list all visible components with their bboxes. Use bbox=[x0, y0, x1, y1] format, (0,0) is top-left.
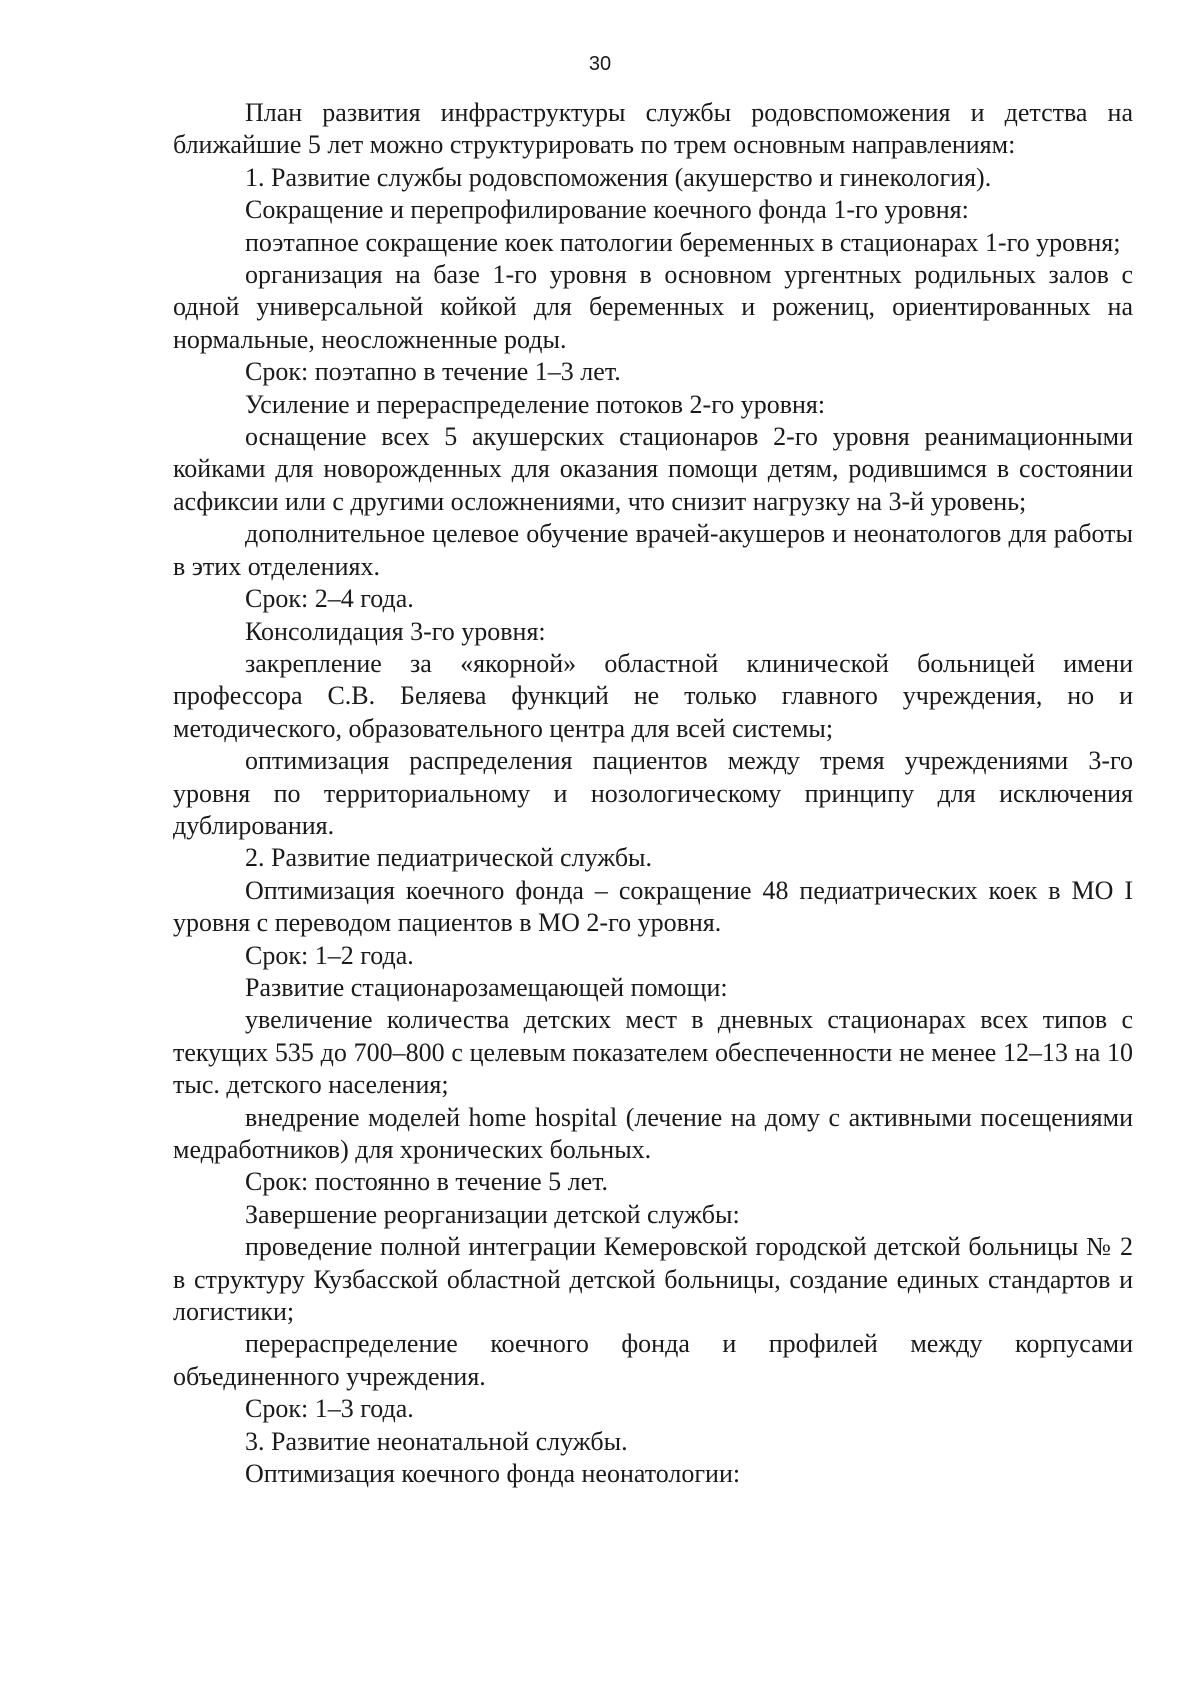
list-item: дополнительное целевое обучение врачей-акушеров и неонатологов для работы в этих отделениях. bbox=[173, 519, 1133, 581]
subsection-heading: Развитие стационарозамещающей помощи: bbox=[245, 972, 728, 1002]
list-item: поэтапное сокращение коек патологии беременных в стационарах 1-го уровня; bbox=[245, 227, 1121, 257]
section-heading: 3. Развитие неонатальной службы. bbox=[245, 1426, 628, 1456]
section-heading: 2. Развитие педиатрической службы. bbox=[245, 843, 653, 873]
section-heading: 1. Развитие службы родовспоможения (акушерство и гинекология). bbox=[245, 162, 992, 192]
subsection-heading: Консолидация 3-го уровня: bbox=[245, 616, 546, 646]
subsection-heading: Завершение реорганизации детской службы: bbox=[245, 1199, 740, 1229]
list-item: проведение полной интеграции Кемеровской городской детской больницы № 2 в структуру Кузбасской областной детской больницы, создание единых стандартов и логистики; bbox=[173, 1232, 1133, 1327]
subsection-heading: Усиление и перераспределение потоков 2-го уровня: bbox=[245, 389, 826, 419]
document-body bbox=[173, 97, 1133, 1490]
list-item: оснащение всех 5 акушерских стационаров 2-го уровня реанимационными койками для новорожденных для оказания помощи детям, родившимся в состоянии асфиксии или с другими осложнениями, что снизит нагрузку на 3-й уровень; bbox=[173, 422, 1133, 516]
deadline-line: Срок: 1–2 года. bbox=[245, 940, 414, 970]
list-item: внедрение моделей home hospital (лечение на дому с активными посещениями медработников) для хронических больных. bbox=[173, 1102, 1133, 1164]
list-item: оптимизация распределения пациентов между тремя учреждениями 3-го уровня по территориальному и нозологическому принципу для исключения дублирования. bbox=[173, 746, 1133, 840]
deadline-line: Срок: 1–3 года. bbox=[245, 1394, 414, 1424]
list-item: увеличение количества детских мест в дневных стационарах всех типов с текущих 535 до 700–800 с целевым показателем обеспеченности не менее 12–13 на 10 тыс. детского населения; bbox=[173, 1005, 1133, 1100]
list-item: перераспределение коечного фонда и профилей между корпусами объединенного учреждения. bbox=[173, 1329, 1133, 1391]
paragraph: Оптимизация коечного фонда – сокращение 48 педиатрических коек в МО I уровня с переводом пациентов в МО 2-го уровня. bbox=[173, 875, 1133, 938]
deadline-line: Срок: постоянно в течение 5 лет. bbox=[245, 1167, 609, 1197]
list-item: организация на базе 1-го уровня в основном ургентных родильных залов с одной универсальной койкой для беременных и рожениц, ориентированных на нормальные, неосложненные роды. bbox=[173, 260, 1133, 354]
subsection-heading: Оптимизация коечного фонда неонатологии: bbox=[245, 1459, 741, 1489]
deadline-line: Срок: поэтапно в течение 1–3 лет. bbox=[245, 357, 621, 387]
page-number: 30 bbox=[588, 53, 612, 75]
deadline-line: Срок: 2–4 года. bbox=[245, 584, 414, 614]
subsection-heading: Сокращение и перепрофилирование коечного фонда 1-го уровня: bbox=[245, 195, 969, 225]
paragraph: План развития инфраструктуры службы родовспоможения и детства на ближайшие 5 лет можно структурировать по трем основным направлениям: bbox=[173, 98, 1133, 160]
list-item: закрепление за «якорной» областной клинической больницей имени профессора С.В. Беляева функций не только главного учреждения, но и методического, образовательного центра для всей системы; bbox=[173, 648, 1133, 743]
